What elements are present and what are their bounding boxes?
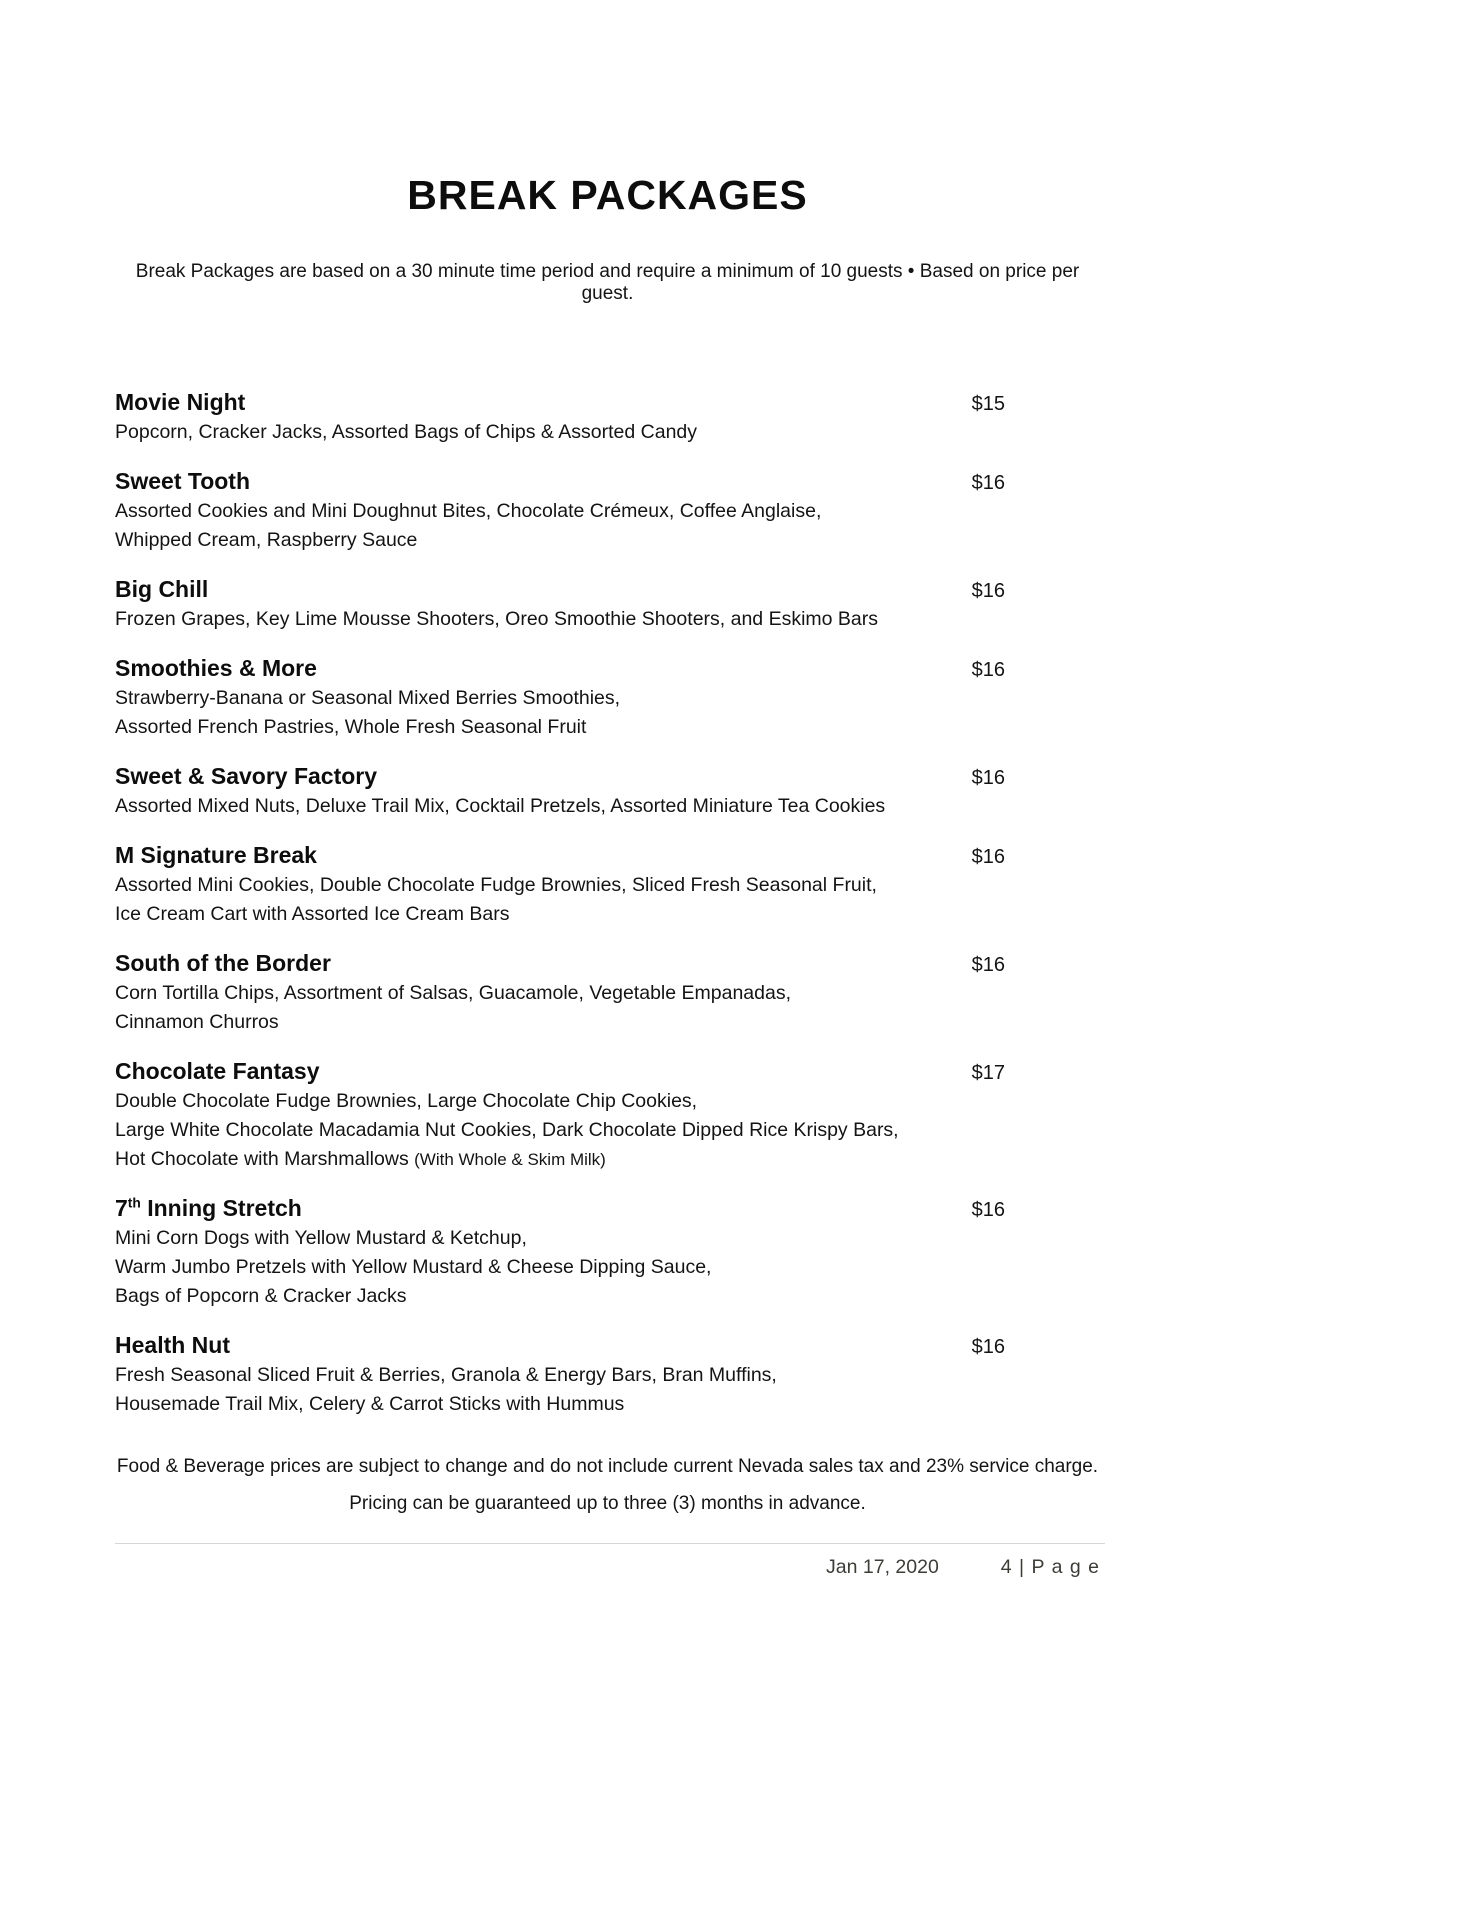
footer-page-number: 4 | P a g e — [1000, 1556, 1100, 1578]
item-name: Big Chill — [115, 576, 209, 602]
item-description-line: Strawberry-Banana or Seasonal Mixed Berries Smoothies, — [115, 687, 621, 709]
item-header — [115, 466, 1100, 497]
item-header — [115, 653, 1100, 684]
page-subtitle: Break Packages are based on a 30 minute time period and require a minimum of 10 guests • Based on price per guest. — [135, 261, 1080, 304]
page-footer — [115, 1556, 1100, 1579]
item-description-line: Assorted French Pastries, Whole Fresh Seasonal Fruit — [115, 716, 587, 738]
item-description-line: Warm Jumbo Pretzels with Yellow Mustard & Cheese Dipping Sauce, — [115, 1256, 712, 1278]
footer-date: Jan 17, 2020 — [826, 1556, 939, 1578]
item-header — [115, 1056, 1100, 1087]
item-description-line: Bags of Popcorn & Cracker Jacks — [115, 1285, 407, 1307]
menu-item — [115, 948, 1100, 1037]
item-price: $16 — [971, 1199, 1005, 1221]
menu-item — [115, 387, 1100, 447]
item-description-line: Ice Cream Cart with Assorted Ice Cream Bars — [115, 903, 510, 925]
item-name: Movie Night — [115, 389, 246, 415]
menu-item — [115, 840, 1100, 929]
item-header — [115, 948, 1100, 979]
menu-item — [115, 653, 1100, 742]
menu-item — [115, 1193, 1100, 1311]
menu-item — [115, 574, 1100, 634]
footer-note-line1: Food & Beverage prices are subject to change and do not include current Nevada sales tax and 23% service charge. — [116, 1456, 1099, 1477]
item-name: Sweet & Savory Factory — [115, 763, 378, 789]
item-description-line: Assorted Mini Cookies, Double Chocolate Fudge Brownies, Sliced Fresh Seasonal Fruit, — [115, 874, 877, 896]
item-description-line: Fresh Seasonal Sliced Fruit & Berries, Granola & Energy Bars, Bran Muffins, — [115, 1364, 777, 1386]
item-name: South of the Border — [115, 950, 331, 976]
item-name: M Signature Break — [115, 842, 317, 868]
footer-notes — [115, 1453, 1100, 1517]
menu-item — [115, 1056, 1100, 1174]
menu-item — [115, 761, 1100, 821]
item-name: Health Nut — [115, 1332, 230, 1358]
item-description-line: Hot Chocolate with Marshmallows (With Whole & Skim Milk) — [115, 1148, 606, 1170]
item-name: Smoothies & More — [115, 655, 317, 681]
item-description-line: Assorted Cookies and Mini Doughnut Bites, Chocolate Crémeux, Coffee Anglaise, — [115, 500, 822, 522]
item-description-line: Assorted Mixed Nuts, Deluxe Trail Mix, Cocktail Pretzels, Assorted Miniature Tea Cookies — [115, 795, 886, 817]
item-description-line: Mini Corn Dogs with Yellow Mustard & Ketchup, — [115, 1227, 527, 1249]
item-price: $17 — [971, 1062, 1005, 1084]
item-price: $16 — [971, 954, 1005, 976]
footer-divider — [115, 1543, 1105, 1544]
item-description-line: Housemade Trail Mix, Celery & Carrot Sticks with Hummus — [115, 1393, 625, 1415]
item-name: 7th Inning Stretch — [115, 1195, 302, 1221]
item-description-line: Cinnamon Churros — [115, 1011, 279, 1033]
item-price: $16 — [971, 580, 1005, 602]
description-note: (With Whole & Skim Milk) — [414, 1150, 606, 1169]
item-description-line: Frozen Grapes, Key Lime Mousse Shooters, Oreo Smoothie Shooters, and Eskimo Bars — [115, 608, 879, 630]
menu-item — [115, 1330, 1100, 1419]
item-price: $16 — [971, 1336, 1005, 1358]
item-name: Sweet Tooth — [115, 468, 251, 494]
item-price: $16 — [971, 846, 1005, 868]
item-header — [115, 1330, 1100, 1361]
page-title: BREAK PACKAGES — [407, 172, 808, 218]
item-price: $16 — [971, 472, 1005, 494]
item-price: $16 — [971, 659, 1005, 681]
menu-items — [115, 387, 1100, 1419]
item-description-line: Corn Tortilla Chips, Assortment of Salsas, Guacamole, Vegetable Empanadas, — [115, 982, 791, 1004]
menu-item — [115, 466, 1100, 555]
item-header — [115, 1193, 1100, 1224]
item-header — [115, 840, 1100, 871]
item-header — [115, 761, 1100, 792]
item-price: $16 — [971, 767, 1005, 789]
item-header — [115, 387, 1100, 418]
menu-content — [115, 172, 1100, 1579]
item-description-line: Whipped Cream, Raspberry Sauce — [115, 529, 418, 551]
item-price: $15 — [971, 393, 1005, 415]
item-name: Chocolate Fantasy — [115, 1058, 320, 1084]
item-description-line: Large White Chocolate Macadamia Nut Cookies, Dark Chocolate Dipped Rice Krispy Bars, — [115, 1119, 899, 1141]
item-header — [115, 574, 1100, 605]
item-description-line: Double Chocolate Fudge Brownies, Large Chocolate Chip Cookies, — [115, 1090, 698, 1112]
footer-note-line2: Pricing can be guaranteed up to three (3) months in advance. — [349, 1493, 866, 1514]
item-description-line: Popcorn, Cracker Jacks, Assorted Bags of Chips & Assorted Candy — [115, 421, 698, 443]
ordinal-superscript: th — [127, 1195, 141, 1211]
